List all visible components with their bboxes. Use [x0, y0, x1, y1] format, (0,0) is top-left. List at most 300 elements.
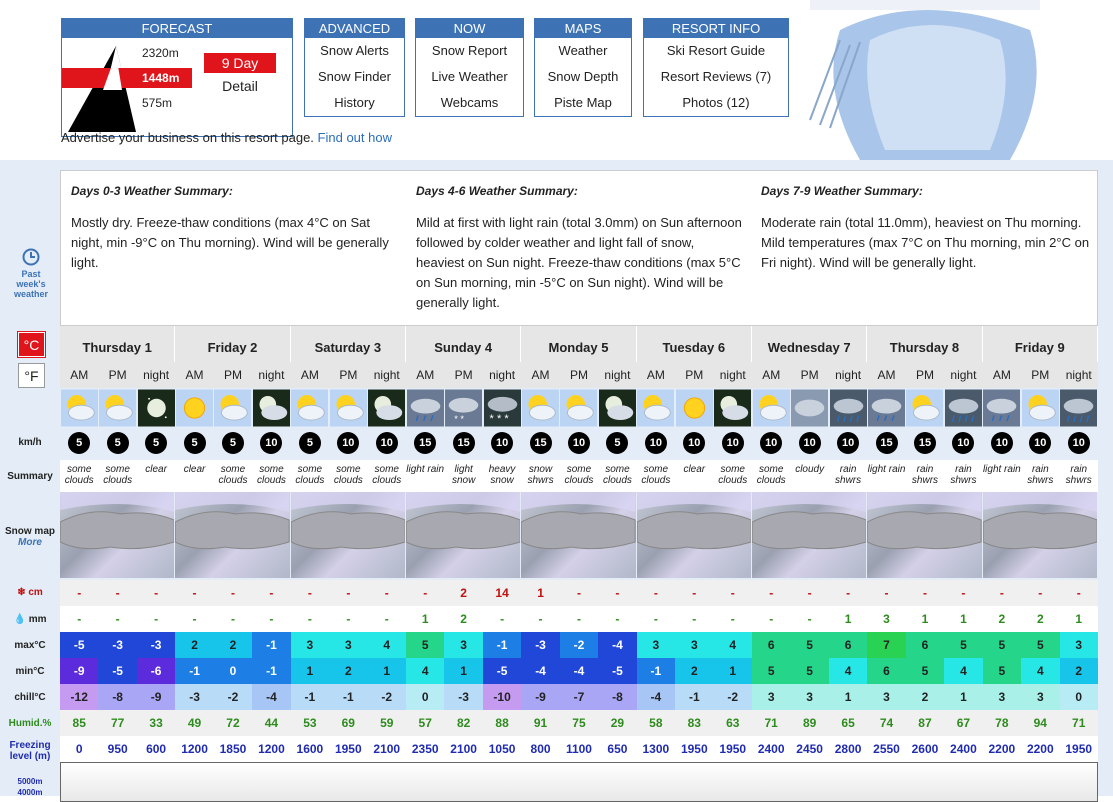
lightrain-icon: [407, 389, 444, 427]
chill-value: 3: [1021, 684, 1059, 710]
humid-value: 63: [714, 710, 752, 736]
period-label: night: [714, 362, 752, 388]
weather-icon: [291, 388, 329, 428]
forecast-summary: some clouds: [214, 460, 252, 492]
forecast-summary: some clouds: [291, 460, 329, 492]
rain-value: -: [752, 606, 790, 632]
humid-value: 69: [329, 710, 367, 736]
snow-map-thumb[interactable]: [752, 492, 866, 578]
rain-value: 2: [983, 606, 1021, 632]
forecast-summary: light snow: [444, 460, 482, 492]
rain-value: -: [521, 606, 559, 632]
snow-alerts-link[interactable]: Snow Alerts: [320, 43, 389, 58]
max-value: -4: [598, 632, 636, 658]
history-link[interactable]: History: [334, 95, 375, 110]
snow-value: -: [1060, 580, 1098, 606]
chill-value: -12: [60, 684, 98, 710]
wind-speed: [1060, 428, 1098, 460]
rain-value: -: [675, 606, 713, 632]
snow-map-thumb[interactable]: [291, 492, 405, 578]
freeze-value: 950: [98, 736, 136, 762]
humid-value: 91: [521, 710, 559, 736]
elev-mid[interactable]: 1448m: [142, 71, 180, 85]
snow-row-label: ❄ cm: [17, 587, 43, 598]
wind-unit-label: km/h: [18, 437, 42, 448]
period-label: AM: [637, 362, 675, 388]
weather-icon: [214, 388, 252, 428]
wind-arrow-icon: 15: [414, 432, 436, 454]
min-value: 6: [867, 658, 905, 684]
forecast-summary: rain shwrs: [829, 460, 867, 492]
partsun-icon: [753, 389, 790, 427]
max-value: -2: [560, 632, 598, 658]
wind-arrow-icon: 10: [1068, 432, 1090, 454]
period-label: night: [944, 362, 982, 388]
humid-value: 82: [444, 710, 482, 736]
weather-icon: [675, 388, 713, 428]
weather-icon: [983, 388, 1021, 428]
min-value: -5: [98, 658, 136, 684]
chill-value: -2: [714, 684, 752, 710]
humid-value: 49: [175, 710, 213, 736]
skier-illustration: [800, 0, 1060, 160]
rain-value: 1: [829, 606, 867, 632]
snow-value: 1: [521, 580, 559, 606]
chill-value: -8: [598, 684, 636, 710]
chill-value: -2: [214, 684, 252, 710]
snow-report-link[interactable]: Snow Report: [431, 43, 508, 58]
rain-icon: [830, 389, 867, 427]
cloud-icon: [791, 389, 828, 427]
min-value: -4: [560, 658, 598, 684]
period-label: night: [1060, 362, 1098, 388]
day-header[interactable]: Saturday 3: [291, 326, 406, 362]
humid-value: 58: [637, 710, 675, 736]
freeze-value: 1100: [560, 736, 598, 762]
max-value: 3: [675, 632, 713, 658]
elev-top: 2320m: [142, 46, 179, 60]
partsun-icon: [906, 389, 943, 427]
humid-value: 57: [406, 710, 444, 736]
rain-value: -: [790, 606, 828, 632]
forecast-summary: some clouds: [252, 460, 290, 492]
resort-info-nav: [643, 18, 789, 117]
photos-link[interactable]: Photos (12): [682, 95, 750, 110]
freeze-value: 2450: [790, 736, 828, 762]
summary-row-label: Summary: [7, 471, 53, 482]
snow-icon: [445, 389, 482, 427]
freeze-value: 2600: [906, 736, 944, 762]
period-label: PM: [906, 362, 944, 388]
chill-value: -10: [483, 684, 521, 710]
period-label: AM: [752, 362, 790, 388]
period-label: PM: [98, 362, 136, 388]
forecast-summary: light rain: [983, 460, 1021, 492]
snow-value: -: [598, 580, 636, 606]
rain-value: 2: [444, 606, 482, 632]
freeze-value: 2200: [983, 736, 1021, 762]
period-label: AM: [983, 362, 1021, 388]
partsun-icon: [214, 389, 251, 427]
wind-speed: [98, 428, 136, 460]
svg-text:* *: * *: [454, 413, 465, 424]
wind-speed: [867, 428, 905, 460]
snow-value: -: [137, 580, 175, 606]
wind-arrow-icon: 5: [184, 432, 206, 454]
humid-row-label: Humid.%: [8, 718, 52, 729]
wind-arrow-icon: 15: [530, 432, 552, 454]
weather-icon: [329, 388, 367, 428]
partsun-icon: [291, 389, 328, 427]
weather-icon: [790, 388, 828, 428]
wind-speed: [829, 428, 867, 460]
partsun-icon: [61, 389, 98, 427]
advanced-header: ADVANCED: [305, 19, 404, 38]
wind-arrow-icon: 10: [722, 432, 744, 454]
min-value: 5: [983, 658, 1021, 684]
period-label: night: [483, 362, 521, 388]
snow-map-thumb[interactable]: [983, 492, 1097, 578]
weather-icon: [60, 388, 98, 428]
min-value: 1: [291, 658, 329, 684]
forecast-summary: some clouds: [560, 460, 598, 492]
rain-value: -: [98, 606, 136, 632]
summary-title-2: Days 4-6 Weather Summary:: [416, 184, 578, 198]
chill-value: -9: [137, 684, 175, 710]
snow-value: -: [291, 580, 329, 606]
period-label: AM: [406, 362, 444, 388]
sun-icon: [676, 389, 713, 427]
forecast-nav[interactable]: [61, 18, 293, 137]
humid-value: 71: [1060, 710, 1098, 736]
webcams-link[interactable]: Webcams: [440, 95, 499, 110]
humid-value: 65: [829, 710, 867, 736]
chill-value: -7: [560, 684, 598, 710]
detail-link[interactable]: Detail: [222, 78, 258, 94]
weather-icon: [637, 388, 675, 428]
weather-icon: [521, 388, 559, 428]
rain-value: -: [137, 606, 175, 632]
snow-map-label: Snow map: [4, 526, 55, 537]
rain-icon: [1060, 389, 1097, 427]
day-header[interactable]: Tuesday 6: [637, 326, 752, 362]
snow-value: -: [906, 580, 944, 606]
summary-text-3: Moderate rain (total 11.0mm), heaviest on Thu morning. Mild temperatures (max 7°C on Thu morning, min 2°C on Fri night). Wind will be generally light.: [761, 215, 1090, 270]
snow-map-more-link[interactable]: More: [18, 537, 42, 548]
rain-icon: [945, 389, 982, 427]
forecast-summary: rain shwrs: [944, 460, 982, 492]
partsun-icon: [330, 389, 367, 427]
snow-finder-link[interactable]: Snow Finder: [318, 69, 391, 84]
freeze-value: 1600: [291, 736, 329, 762]
chill-row-label: chill°C: [14, 692, 46, 703]
partsun-icon: [99, 389, 136, 427]
wind-arrow-icon: 10: [683, 432, 705, 454]
snow-unit: cm: [28, 587, 43, 598]
wind-arrow-icon: 10: [376, 432, 398, 454]
max-value: 4: [368, 632, 406, 658]
chill-value: -8: [98, 684, 136, 710]
wind-arrow-icon: 5: [299, 432, 321, 454]
forecast-summary: rain shwrs: [1060, 460, 1098, 492]
forecast-header: FORECAST: [62, 19, 292, 38]
period-label: AM: [291, 362, 329, 388]
wind-arrow-icon: 10: [568, 432, 590, 454]
wind-speed: [1021, 428, 1059, 460]
wind-speed: [560, 428, 598, 460]
partmoon-icon: [253, 389, 290, 427]
weather-icon: [598, 388, 636, 428]
max-value: -1: [483, 632, 521, 658]
min-value: 1: [714, 658, 752, 684]
weather-summary-panel: [60, 170, 1098, 326]
wind-speed: [675, 428, 713, 460]
snow-value: -: [752, 580, 790, 606]
humid-value: 77: [98, 710, 136, 736]
wind-speed: [175, 428, 213, 460]
humid-value: 29: [598, 710, 636, 736]
forecast-summary: clear: [175, 460, 213, 492]
period-label: PM: [560, 362, 598, 388]
live-weather-link[interactable]: Live Weather: [431, 69, 508, 84]
partsun-icon: [522, 389, 559, 427]
clock-icon: [22, 248, 40, 266]
chill-value: -4: [252, 684, 290, 710]
min-row-label: min°C: [15, 666, 45, 677]
freeze-value: 2200: [1021, 736, 1059, 762]
svg-text:* * *: * * *: [489, 412, 509, 425]
freeze-value: 2100: [444, 736, 482, 762]
level-4000-label: 4000m: [17, 788, 43, 797]
wind-arrow-icon: 5: [107, 432, 129, 454]
snow-value: -: [60, 580, 98, 606]
forecast-summary: light rain: [406, 460, 444, 492]
period-label: night: [137, 362, 175, 388]
heavysnow-icon: [484, 389, 521, 427]
snow-value: 14: [483, 580, 521, 606]
forecast-summary: rain shwrs: [906, 460, 944, 492]
period-label: night: [598, 362, 636, 388]
wind-speed: [368, 428, 406, 460]
max-value: 4: [714, 632, 752, 658]
humid-value: 59: [368, 710, 406, 736]
snow-value: -: [714, 580, 752, 606]
period-label: night: [368, 362, 406, 388]
rain-unit: mm: [28, 614, 47, 625]
max-value: 3: [291, 632, 329, 658]
max-value: -1: [252, 632, 290, 658]
level-5000-label: 5000m: [17, 777, 43, 786]
partmoon-icon: [714, 389, 751, 427]
forecast-summary: some clouds: [598, 460, 636, 492]
day-header[interactable]: Sunday 4: [406, 326, 521, 362]
now-header: NOW: [416, 19, 523, 38]
day-header[interactable]: Wednesday 7: [752, 326, 867, 362]
max-value: -5: [60, 632, 98, 658]
snow-value: -: [329, 580, 367, 606]
snow-map-thumb[interactable]: [60, 492, 174, 578]
freeze-value: 1950: [329, 736, 367, 762]
freeze-value: 2100: [368, 736, 406, 762]
freeze-value: 1850: [214, 736, 252, 762]
chill-value: 1: [944, 684, 982, 710]
snow-value: -: [175, 580, 213, 606]
chill-value: -1: [675, 684, 713, 710]
chill-value: 1: [829, 684, 867, 710]
snow-map-thumb[interactable]: [867, 492, 981, 578]
max-value: 7: [867, 632, 905, 658]
rain-value: -: [214, 606, 252, 632]
resort-reviews-link[interactable]: Resort Reviews (7): [660, 69, 772, 84]
past-weather-link[interactable]: [10, 248, 52, 299]
weather-map-link[interactable]: Weather: [558, 43, 608, 58]
day-header[interactable]: Friday 2: [175, 326, 290, 362]
rain-value: -: [598, 606, 636, 632]
snow-map-thumb[interactable]: [175, 492, 289, 578]
past-label-2: week's: [16, 279, 46, 289]
wind-arrow-icon: 5: [606, 432, 628, 454]
rain-value: 1: [944, 606, 982, 632]
min-value: -1: [637, 658, 675, 684]
snow-value: -: [98, 580, 136, 606]
freeze-value: 600: [137, 736, 175, 762]
fahrenheit-button[interactable]: °F: [18, 363, 45, 388]
now-nav: [415, 18, 524, 117]
celsius-button[interactable]: °C: [18, 332, 45, 357]
humid-value: 88: [483, 710, 521, 736]
wind-speed: [752, 428, 790, 460]
snow-value: -: [1021, 580, 1059, 606]
max-value: 3: [637, 632, 675, 658]
min-value: -5: [483, 658, 521, 684]
max-value: 5: [406, 632, 444, 658]
rain-value: -: [560, 606, 598, 632]
forecast-summary: clear: [675, 460, 713, 492]
rain-value: -: [291, 606, 329, 632]
max-value: -3: [521, 632, 559, 658]
wind-arrow-icon: 10: [799, 432, 821, 454]
max-row-label: max°C: [14, 640, 46, 651]
period-label: PM: [1021, 362, 1059, 388]
snow-map-thumb[interactable]: [406, 492, 520, 578]
min-value: 4: [944, 658, 982, 684]
snow-map-thumb[interactable]: [521, 492, 635, 578]
rain-value: -: [175, 606, 213, 632]
snow-depth-link[interactable]: Snow Depth: [547, 69, 619, 84]
freeze-value: 1950: [714, 736, 752, 762]
forecast-summary: snow shwrs: [521, 460, 559, 492]
forecast-summary: rain shwrs: [1021, 460, 1059, 492]
snow-value: -: [983, 580, 1021, 606]
min-value: -5: [598, 658, 636, 684]
chill-value: 2: [906, 684, 944, 710]
weather-icon: [560, 388, 598, 428]
chill-value: -2: [368, 684, 406, 710]
nine-day-button[interactable]: 9 Day: [204, 53, 276, 73]
snow-value: -: [675, 580, 713, 606]
min-value: 4: [406, 658, 444, 684]
day-header[interactable]: Thursday 8: [867, 326, 982, 362]
humid-value: 87: [906, 710, 944, 736]
chill-value: -9: [521, 684, 559, 710]
weather-icon: [483, 388, 521, 428]
wind-speed: [944, 428, 982, 460]
weather-icon: [137, 388, 175, 428]
chill-value: 0: [406, 684, 444, 710]
min-value: 5: [752, 658, 790, 684]
period-label: AM: [175, 362, 213, 388]
freezing-level-graph: [60, 762, 1098, 802]
min-value: 4: [829, 658, 867, 684]
snow-map-thumb[interactable]: [637, 492, 751, 578]
weather-icon: [1060, 388, 1098, 428]
snow-value: -: [790, 580, 828, 606]
wind-arrow-icon: 5: [145, 432, 167, 454]
lightrain-icon: [868, 389, 905, 427]
piste-map-link[interactable]: Piste Map: [554, 95, 612, 110]
wind-speed: [291, 428, 329, 460]
period-label: PM: [329, 362, 367, 388]
snow-value: -: [829, 580, 867, 606]
day-header[interactable]: Friday 9: [983, 326, 1098, 362]
min-value: 4: [1021, 658, 1059, 684]
weather-icon: [944, 388, 982, 428]
min-value: -4: [521, 658, 559, 684]
wind-speed: [637, 428, 675, 460]
max-value: 2: [214, 632, 252, 658]
humid-value: 71: [752, 710, 790, 736]
day-header[interactable]: Monday 5: [521, 326, 636, 362]
lightrain-icon: [983, 389, 1020, 427]
forecast-summary: cloudy: [790, 460, 828, 492]
max-value: 6: [829, 632, 867, 658]
period-label: night: [252, 362, 290, 388]
chill-value: 3: [752, 684, 790, 710]
max-value: 6: [906, 632, 944, 658]
weather-icon: [252, 388, 290, 428]
find-out-how-link[interactable]: Find out how: [317, 130, 392, 145]
summary-days-0-3: [71, 181, 401, 273]
snow-value: -: [867, 580, 905, 606]
period-label: night: [829, 362, 867, 388]
chill-value: 3: [790, 684, 828, 710]
max-value: 3: [1060, 632, 1098, 658]
partsun-icon: [560, 389, 597, 427]
weather-icon: [1021, 388, 1059, 428]
weather-icon: [175, 388, 213, 428]
ski-resort-guide-link[interactable]: Ski Resort Guide: [666, 43, 766, 58]
forecast-summary: some clouds: [752, 460, 790, 492]
freeze-value: 1950: [675, 736, 713, 762]
humid-value: 85: [60, 710, 98, 736]
maps-nav: [534, 18, 632, 117]
humid-value: 44: [252, 710, 290, 736]
chill-value: -3: [444, 684, 482, 710]
humid-value: 83: [675, 710, 713, 736]
period-label: PM: [214, 362, 252, 388]
wind-arrow-icon: 10: [260, 432, 282, 454]
day-header[interactable]: Thursday 1: [60, 326, 175, 362]
wind-arrow-icon: 5: [222, 432, 244, 454]
rain-value: 2: [1021, 606, 1059, 632]
chill-value: 0: [1060, 684, 1098, 710]
chill-value: 3: [983, 684, 1021, 710]
mountain-overlay-icon: [66, 44, 138, 134]
forecast-summary: some clouds: [368, 460, 406, 492]
wind-arrow-icon: 10: [837, 432, 859, 454]
elev-bottom: 575m: [142, 96, 173, 110]
rain-value: 1: [906, 606, 944, 632]
